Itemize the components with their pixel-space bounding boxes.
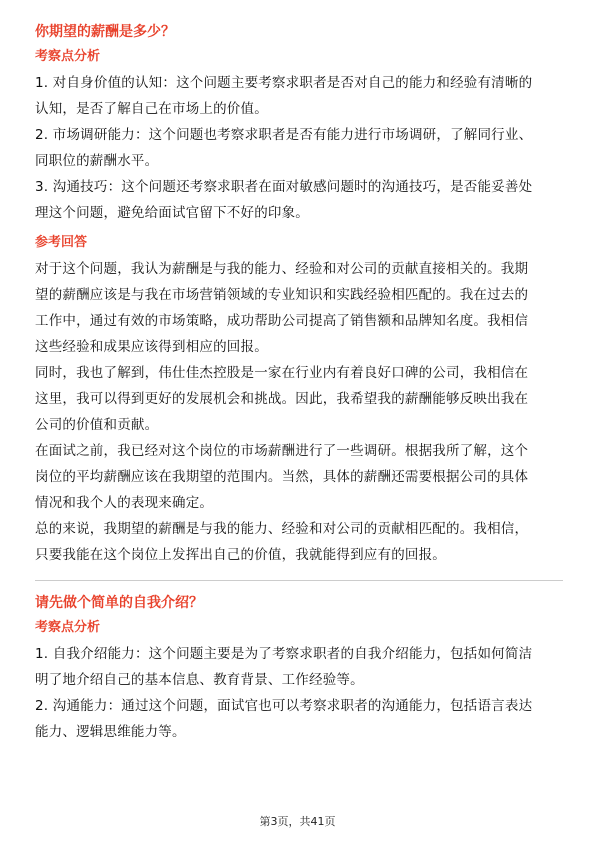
section-divider bbox=[35, 580, 563, 581]
analysis-heading: 考察点分析 bbox=[35, 49, 101, 64]
answer-paragraph bbox=[35, 360, 563, 438]
text-line: 望的薪酬应该是与我在市场营销领域的专业知识和实践经验相匹配的。我在过去的 bbox=[35, 287, 529, 303]
answer-paragraph bbox=[35, 516, 563, 568]
analysis-heading: 考察点分析 bbox=[35, 620, 101, 635]
answer-heading: 参考回答 bbox=[35, 235, 88, 250]
analysis-list bbox=[35, 641, 563, 745]
text-line: 3. 沟通技巧：这个问题还考察求职者在面对敏感问题时的沟通技巧，是否能妥善处 bbox=[35, 179, 533, 195]
text-line: 明了地介绍自己的基本信息、教育背景、工作经验等。 bbox=[35, 672, 364, 688]
question-title: 请先做个简单的自我介绍？ bbox=[35, 595, 203, 611]
text-line: 在面试之前，我已经对这个岗位的市场薪酬进行了一些调研。根据我所了解，这个 bbox=[35, 443, 529, 459]
text-line: 1. 对自身价值的认知：这个问题主要考察求职者是否对自己的能力和经验有清晰的 bbox=[35, 75, 533, 91]
analysis-item bbox=[35, 122, 563, 174]
answer-body bbox=[35, 256, 563, 568]
text-line: 同职位的薪酬水平。 bbox=[35, 153, 159, 169]
analysis-item bbox=[35, 174, 563, 226]
analysis-item bbox=[35, 693, 563, 745]
analysis-list bbox=[35, 70, 563, 226]
answer-paragraph bbox=[35, 256, 563, 360]
question-title: 你期望的薪酬是多少？ bbox=[35, 24, 175, 40]
text-line: 岗位的平均薪酬应该在我期望的范围内。当然，具体的薪酬还需要根据公司的具体 bbox=[35, 469, 529, 485]
text-line: 公司的价值和贡献。 bbox=[35, 417, 159, 433]
text-line: 对于这个问题，我认为薪酬是与我的能力、经验和对公司的贡献直接相关的。我期 bbox=[35, 261, 529, 277]
text-line: 2. 沟通能力：通过这个问题，面试官也可以考察求职者的沟通能力，包括语言表达 bbox=[35, 698, 533, 714]
text-line: 这些经验和成果应该得到相应的回报。 bbox=[35, 339, 268, 355]
page-content bbox=[35, 20, 563, 745]
text-line: 总的来说，我期望的薪酬是与我的能力、经验和对公司的贡献相匹配的。我相信， bbox=[35, 521, 529, 537]
text-line: 认知，是否了解自己在市场上的价值。 bbox=[35, 101, 268, 117]
text-line: 只要我能在这个岗位上发挥出自己的价值，我就能得到应有的回报。 bbox=[35, 547, 446, 563]
text-line: 情况和我个人的表现来确定。 bbox=[35, 495, 214, 511]
text-line: 2. 市场调研能力：这个问题也考察求职者是否有能力进行市场调研，了解同行业、 bbox=[35, 127, 533, 143]
text-line: 1. 自我介绍能力：这个问题主要是为了考察求职者的自我介绍能力，包括如何简洁 bbox=[35, 646, 533, 662]
text-line: 理这个问题，避免给面试官留下不好的印象。 bbox=[35, 205, 309, 221]
analysis-item bbox=[35, 70, 563, 122]
analysis-item bbox=[35, 641, 563, 693]
page-number: 第3页，共41页 bbox=[259, 815, 336, 828]
text-line: 能力、逻辑思维能力等。 bbox=[35, 724, 186, 740]
text-line: 同时，我也了解到，伟仕佳杰控股是一家在行业内有着良好口碑的公司，我相信在 bbox=[35, 365, 529, 381]
answer-paragraph bbox=[35, 438, 563, 516]
text-line: 工作中，通过有效的市场策略，成功帮助公司提高了销售额和品牌知名度。我相信 bbox=[35, 313, 529, 329]
text-line: 这里，我可以得到更好的发展机会和挑战。因此，我希望我的薪酬能够反映出我在 bbox=[35, 391, 529, 407]
